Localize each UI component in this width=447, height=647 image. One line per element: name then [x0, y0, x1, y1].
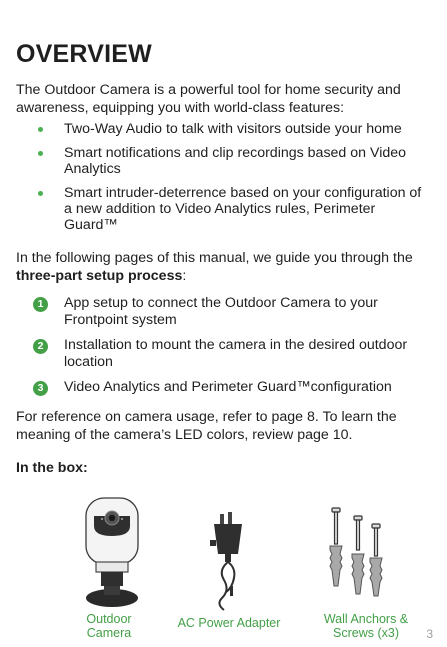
power-adapter-icon [174, 496, 284, 616]
step-item [16, 295, 432, 329]
step-number-badge: 2 [33, 339, 48, 354]
feature-item [16, 185, 432, 233]
step-number-badge: 3 [33, 381, 48, 396]
setup-emphasis: three-part setup process [16, 268, 183, 284]
box-item-adapter [174, 496, 284, 630]
feature-item [16, 145, 432, 177]
box-item-label: Camera [86, 626, 132, 640]
step-text: App setup to connect the Outdoor Camera to your Frontpoint system [64, 295, 378, 328]
step-text: Installation to mount the camera in the desired outdoor location [64, 337, 408, 370]
page-number: 3 [426, 627, 433, 641]
feature-list [16, 121, 432, 241]
step-item [16, 379, 432, 396]
reference-text: For reference on camera usage, refer to page 8. To learn the meaning of the camera’s LED colors, review page 10. [16, 409, 397, 443]
intro-text: The Outdoor Camera is a powerful tool for home security and awareness, equipping you with world-class features: [16, 82, 401, 116]
step-text: Video Analytics and Perimeter Guard™configuration [64, 379, 392, 395]
bullet-dot-icon [38, 191, 43, 196]
setup-trail: : [182, 268, 187, 284]
setup-lead: In the following pages of this manual, we guide you through the [16, 250, 413, 266]
box-item-label: Wall Anchors & [323, 612, 409, 626]
setup-intro [16, 249, 428, 285]
feature-text: Smart intruder-deterrence based on your configuration of a new addition to Video Analytics rules, Perimeter Guard™ [64, 185, 422, 233]
feature-text: Smart notifications and clip recordings based on Video Analytics [64, 145, 407, 177]
bullet-dot-icon [38, 127, 43, 132]
step-item [16, 337, 432, 371]
box-item-label: AC Power Adapter [177, 616, 281, 630]
setup-steps [16, 295, 432, 404]
in-box-heading: In the box: [16, 460, 88, 476]
feature-text: Two-Way Audio to talk with visitors outside your home [64, 121, 402, 137]
anchors-screws-icon [310, 502, 422, 612]
bullet-dot-icon [38, 151, 43, 156]
box-item-label: Outdoor [86, 612, 132, 626]
step-number-badge: 1 [33, 297, 48, 312]
box-item-label: Screws (x3) [333, 626, 399, 640]
box-item-anchors [310, 502, 422, 640]
outdoor-camera-icon [68, 492, 150, 612]
page-title: OVERVIEW [16, 40, 152, 68]
feature-item [16, 121, 432, 137]
box-item-camera [68, 492, 150, 640]
